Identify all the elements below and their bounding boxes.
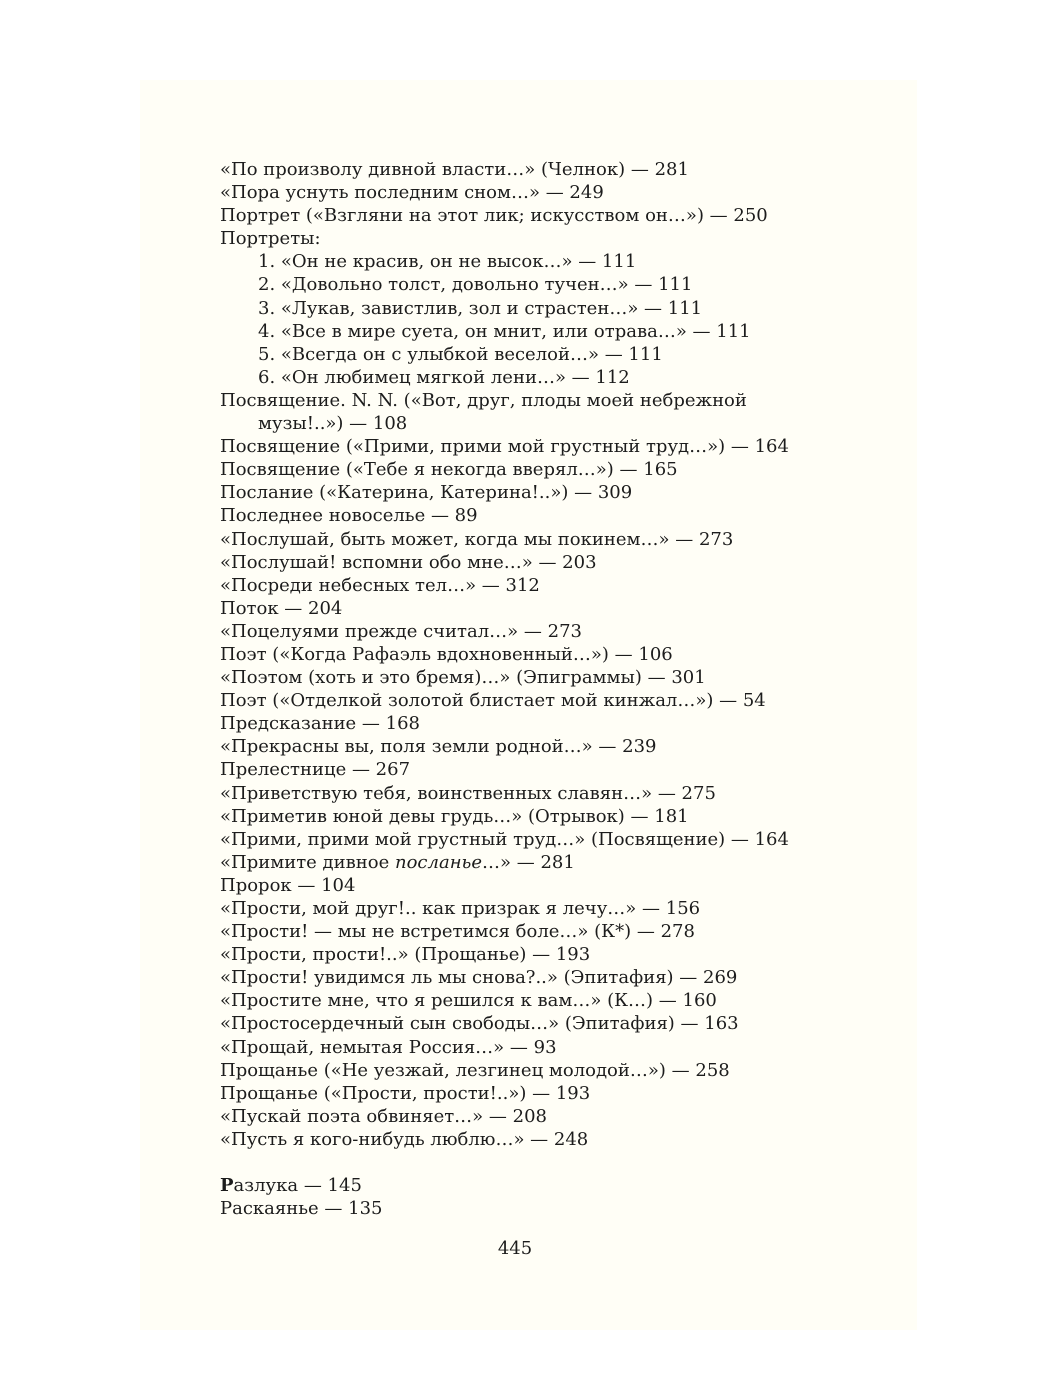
index-entry-text: …» — 281 bbox=[482, 851, 575, 873]
index-entry: «Прости, прости!..» (Прощанье) — 193 bbox=[220, 944, 591, 966]
index-entry: 3. «Лукав, завистлив, зол и страстен…» — 111 bbox=[258, 297, 703, 319]
index-entry: «Пора уснуть последним сном…» — 249 bbox=[220, 182, 604, 204]
index-entry: «Прости! увидимся ль мы снова?..» (Эпитафия) — 269 bbox=[220, 967, 738, 989]
index-entry: Пророк — 104 bbox=[220, 874, 356, 896]
index-entry: «Поцелуями прежде считал…» — 273 bbox=[220, 620, 582, 642]
index-entry: «Приветствую тебя, воинственных славян…» — 275 bbox=[220, 782, 716, 804]
book-page bbox=[140, 80, 917, 1330]
index-entry: 1. «Он не красив, он не высок…» — 111 bbox=[258, 251, 637, 273]
page-number: 445 bbox=[497, 1238, 533, 1259]
index-entry: «По произволу дивной власти…» (Челнок) — 281 bbox=[220, 159, 689, 180]
index-entry-text: «Примите дивное bbox=[220, 851, 395, 873]
index-entry: Прелестнице — 267 bbox=[220, 759, 411, 781]
index-entry bbox=[220, 851, 860, 874]
index-entry: «Послушай, быть может, когда мы покинем…» — 273 bbox=[220, 528, 734, 550]
index-entry: Послание («Катерина, Катерина!..») — 309 bbox=[220, 482, 633, 504]
index-entry: 6. «Он любимец мягкой лени…» — 112 bbox=[258, 366, 630, 388]
index-entry-text: азлука — 145 bbox=[233, 1175, 362, 1197]
index-entry: Поэт («Когда Рафаэль вдохновенный…») — 106 bbox=[220, 643, 673, 665]
index-entry: «Пусть я кого-нибудь люблю…» — 248 bbox=[220, 1128, 589, 1150]
index-entry: 2. «Довольно толст, довольно тучен…» — 111 bbox=[258, 274, 693, 296]
index-entry: Портрет («Взгляни на этот лик; искусством он…») — 250 bbox=[220, 205, 768, 227]
index-entry-text-italic: посланье bbox=[394, 851, 482, 873]
index-entry: 4. «Все в мире суета, он мнит, или отрава…» — 111 bbox=[258, 320, 751, 342]
index-entry: Поэт («Отделкой золотой блистает мой кинжал…») — 54 bbox=[220, 690, 766, 712]
index-spacer bbox=[220, 1151, 860, 1174]
index-entry: Портреты: bbox=[220, 228, 321, 250]
index-entry: «Послушай! вспомни обо мне…» — 203 bbox=[220, 551, 597, 573]
index-entry: «Приметив юной девы грудь…» (Отрывок) — 181 bbox=[220, 805, 689, 827]
index-entry: музы!..») — 108 bbox=[258, 413, 408, 435]
index-entry: «Простите мне, что я решился к вам…» (К…) — 160 bbox=[220, 990, 717, 1012]
index-entry: Посвящение («Прими, прими мой грустный труд…») — 164 bbox=[220, 436, 789, 458]
index-entry: «Прими, прими мой грустный труд…» (Посвящение) — 164 bbox=[220, 828, 789, 850]
index-entry: Предсказание — 168 bbox=[220, 713, 421, 735]
index-entry: «Поэтом (хоть и это бремя)…» (Эпиграммы) — 301 bbox=[220, 667, 706, 689]
index-entry: «Прощай, немытая Россия…» — 93 bbox=[220, 1036, 557, 1058]
index-entry-text-bold: Р bbox=[220, 1175, 234, 1197]
index-entry: «Простосердечный сын свободы…» (Эпитафия) — 163 bbox=[220, 1013, 739, 1035]
index-list bbox=[220, 158, 860, 1220]
index-entry: Раскаянье — 135 bbox=[220, 1198, 383, 1220]
index-entry: «Прости! — мы не встретимся боле…» (К*) — 278 bbox=[220, 921, 695, 943]
index-entry: Посвящение («Тебе я некогда вверял…») — 165 bbox=[220, 459, 678, 481]
index-entry: «Посреди небесных тел…» — 312 bbox=[220, 574, 540, 596]
index-entry: «Пускай поэта обвиняет…» — 208 bbox=[220, 1105, 547, 1127]
index-entry: Прощанье («Не уезжай, лезгинец молодой…») — 258 bbox=[220, 1059, 730, 1081]
index-entry: 5. «Всегда он с улыбкой веселой…» — 111 bbox=[258, 343, 663, 365]
index-entry: Посвящение. N. N. («Вот, друг, плоды моей небрежной bbox=[220, 389, 747, 411]
index-entry: Последнее новоселье — 89 bbox=[220, 505, 478, 527]
index-entry: Поток — 204 bbox=[220, 597, 343, 619]
index-entry bbox=[220, 1174, 860, 1197]
index-entry: «Прекрасны вы, поля земли родной…» — 239 bbox=[220, 736, 657, 758]
index-entry: Прощанье («Прости, прости!..») — 193 bbox=[220, 1082, 591, 1104]
index-entry: «Прости, мой друг!.. как призрак я лечу…» — 156 bbox=[220, 898, 701, 919]
